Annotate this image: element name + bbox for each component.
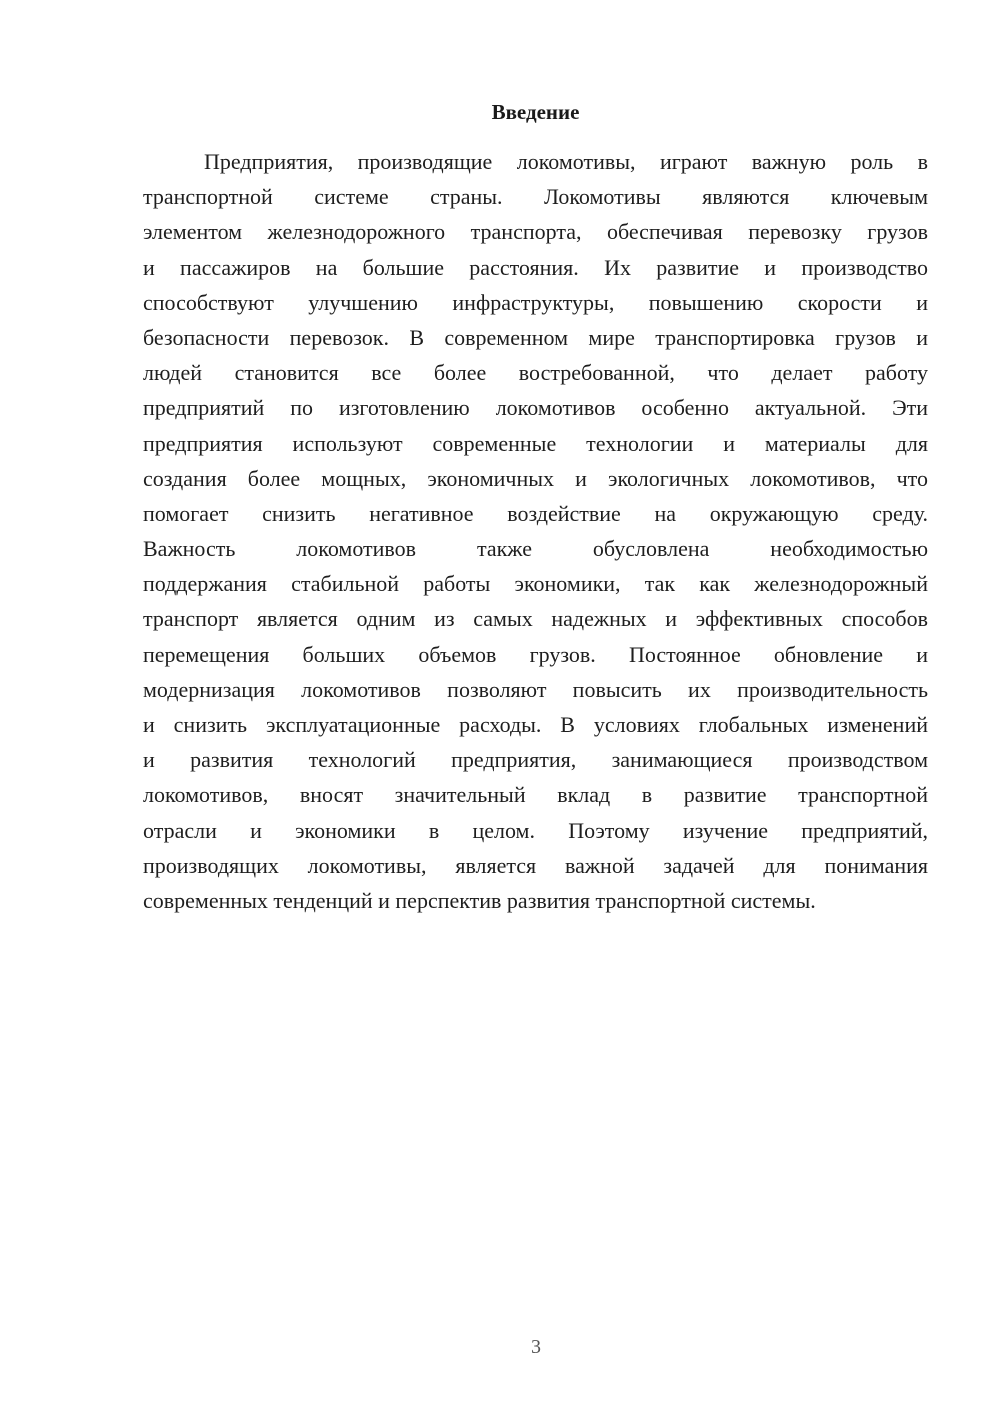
paragraph-line: и развития технологий предприятия, занимающиеся производством [143,747,928,773]
paragraph-line: способствуют улучшению инфраструктуры, повышению скорости и [143,289,928,315]
paragraph-line: перемещения больших объемов грузов. Постоянное обновление и [143,641,928,667]
paragraph-line: и пассажиров на большие расстояния. Их развитие и производство [143,254,928,280]
paragraph-line: создания более мощных, экономичных и экологичных локомотивов, что [143,465,928,491]
paragraph-line: современных тенденций и перспектив развития транспортной системы. [143,887,816,913]
paragraph-line: Важность локомотивов также обусловлена необходимостью [143,536,928,562]
paragraph-line: элементом железнодорожного транспорта, обеспечивая перевозку грузов [143,219,928,245]
paragraph-line: безопасности перевозок. В современном мире транспортировка грузов и [143,324,928,350]
paragraph-line: поддержания стабильной работы экономики, так как железнодорожный [143,571,928,597]
paragraph-line: отрасли и экономики в целом. Поэтому изучение предприятий, [143,817,928,843]
paragraph-line: людей становится все более востребованной, что делает работу [143,360,928,386]
paragraph-line: локомотивов, вносят значительный вклад в развитие транспортной [143,782,928,808]
section-heading: Введение [491,100,580,124]
paragraph-line: транспорт является одним из самых надежных и эффективных способов [143,606,928,632]
paragraph-line: производящих локомотивы, является важной задачей для понимания [143,852,928,878]
paragraph-line: Предприятия, производящие локомотивы, играют важную роль в [204,149,928,174]
paragraph-line: помогает снизить негативное воздействие на окружающую среду. [143,500,928,526]
paragraph-line: транспортной системе страны. Локомотивы являются ключевым [143,184,928,210]
paragraph-line: и снизить эксплуатационные расходы. В условиях глобальных изменений [143,712,928,737]
paragraph-line: предприятий по изготовлению локомотивов особенно актуальной. Эти [143,395,928,421]
page-number: 3 [531,1336,541,1358]
body-paragraph [143,144,928,918]
paragraph-line: предприятия используют современные технологии и материалы для [143,430,928,456]
paragraph-line: модернизация локомотивов позволяют повысить их производительность [143,676,928,702]
